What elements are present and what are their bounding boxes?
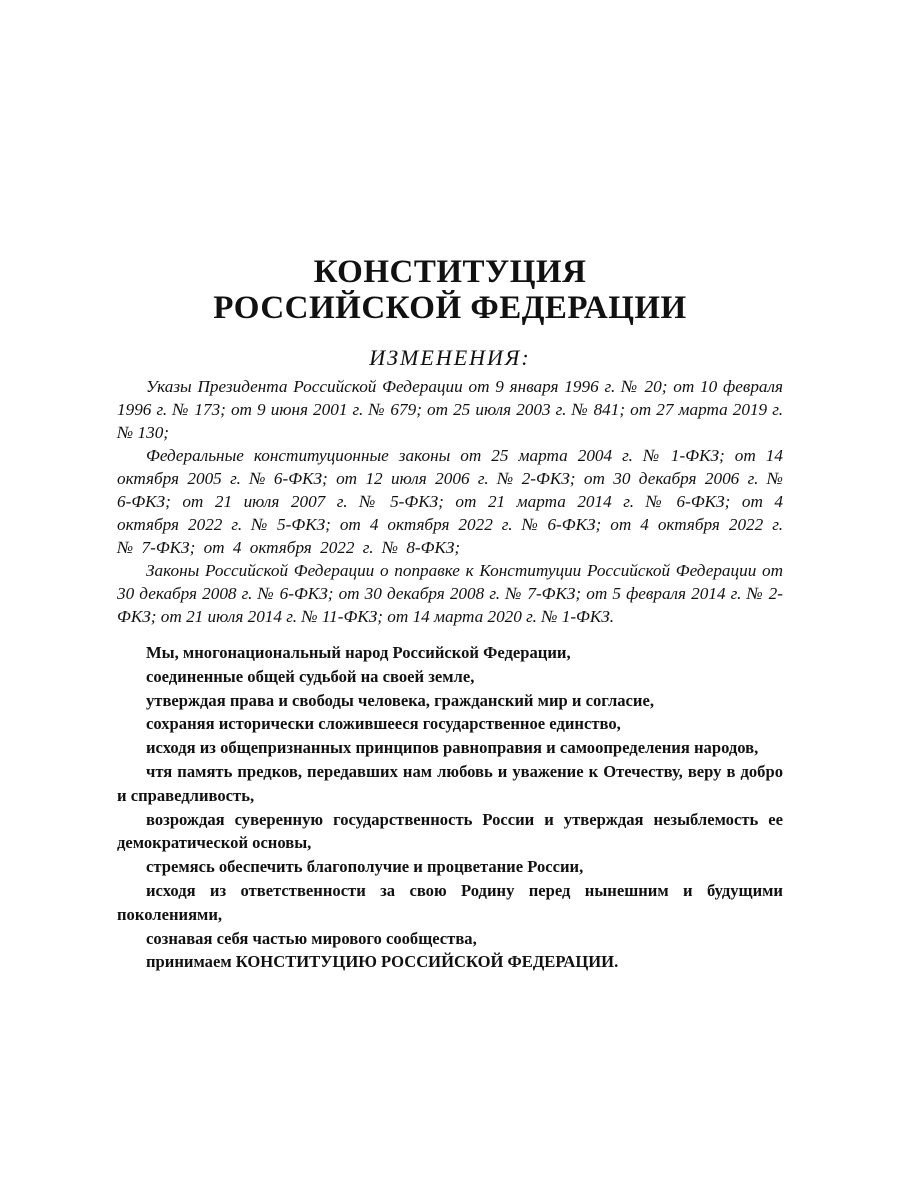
preamble-line: чтя память предков, передавших нам любовь и уважение к Отечеству, веру в добро и справедливость, [117, 761, 783, 805]
preamble-line: утверждая права и свободы человека, гражданский мир и согласие, [146, 690, 654, 710]
preamble-line: соединенные общей судьбой на своей земле, [146, 666, 475, 686]
preamble-line: сознавая себя частью мирового сообщества, [146, 928, 477, 948]
changes-list [117, 375, 783, 628]
preamble-line: исходя из общепризнанных принципов равноправия и самоопределения народов, [146, 738, 759, 758]
preamble-line: возрождая суверенную государственность России и утверждая незыблемость ее демократической основы, [117, 809, 783, 853]
preamble [117, 641, 783, 974]
preamble-line: Мы, многонациональный народ Российской Федерации, [146, 643, 571, 662]
preamble-line: стремясь обеспечить благополучие и процветание России, [146, 857, 584, 877]
preamble-final-line: принимаем КОНСТИТУЦИЮ РОССИЙСКОЙ ФЕДЕРАЦИИ. [146, 952, 619, 972]
preamble-line: исходя из ответственности за свою Родину перед нынешним и будущими поколениями, [117, 880, 783, 924]
changes-paragraph-federal-laws: Федеральные конституционные законы от 25 марта 2004 г. № 1-ФКЗ; от 14 октября 2005 г. № 6-ФКЗ; от 12 июля 2006 г. № 2-ФКЗ; от 30 декабря 2006 г. № 6-ФКЗ; от 21 июля 2007 г. № 5-ФКЗ; от 21 марта 2014 г. № 6-ФКЗ; от 4 октября 2022 г. № 5-ФКЗ; от 4 октября 2022 г. № 6-ФКЗ; от 4 октября 2022 г. № 7-ФКЗ; от 4 октября 2022 г. № 8-ФКЗ; [117, 446, 783, 557]
changes-paragraph-decrees: Указы Президента Российской Федерации от 9 января 1996 г. № 20; от 10 февраля 1996 г. № 173; от 9 июня 2001 г. № 679; от 25 июля 2003 г. № 841; от 27 марта 2019 г. № 130; [117, 377, 783, 442]
preamble-line: сохраняя исторически сложившееся государственное единство, [146, 714, 621, 734]
changes-paragraph-amendment-laws: Законы Российской Федерации о поправке к Конституции Российской Федерации от 30 декабря 2008 г. № 6-ФКЗ; от 30 декабря 2008 г. № 7-ФКЗ; от 5 февраля 2014 г. № 2-ФКЗ; от 21 июля 2014 г. № 11-ФКЗ; от 14 марта 2020 г. № 1-ФКЗ. [117, 561, 783, 626]
document-title-line-2: РОССИЙСКОЙ ФЕДЕРАЦИИ [213, 290, 687, 326]
changes-heading: ИЗМЕНЕНИЯ: [369, 345, 531, 370]
document-title-line-1: КОНСТИТУЦИЯ [313, 254, 587, 290]
